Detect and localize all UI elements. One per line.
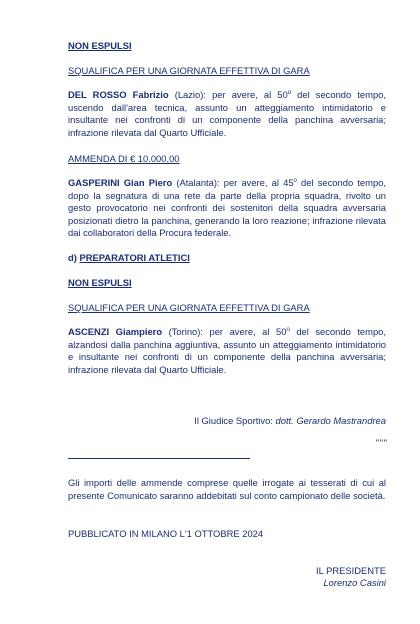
presidente-title: IL PRESIDENTE <box>316 565 386 576</box>
person-name: GASPERINI Gian Piero <box>68 177 173 188</box>
paragraph-text: (Torino): per avere, al 50 <box>162 326 287 337</box>
note-paragraph: Gli importi delle ammende comprese quelle irrogate ai tesserati di cui al presente Comunicato saranno addebitati sul conto campionato delle società. <box>68 477 386 501</box>
heading-ammenda: AMMENDA DI € 10.000,00 <box>68 153 180 164</box>
presidente-name: Lorenzo Casini <box>323 577 386 588</box>
degree-mark: o <box>287 89 292 96</box>
heading-squalifica: SQUALIFICA PER UNA GIORNATA EFFETTIVA DI GARA <box>68 65 310 76</box>
quote-marks: " " " <box>375 437 386 448</box>
section-title: PREPARATORI ATLETICI <box>79 252 190 263</box>
paragraph-ascenzi <box>68 326 386 376</box>
giudice-label: Il Giudice Sportivo: <box>194 415 276 426</box>
paragraph-text: del secondo tempo, alzandosi dalla panchina aggiuntiva, assunto un atteggiamento intimidatorio e insultante nei confronti di un componente della panchina avversaria; infrazione rilevata dal Quarto Ufficiale. <box>68 326 386 375</box>
published-line: PUBBLICATO IN MILANO L'1 OTTOBRE 2024 <box>68 528 264 539</box>
section-prefix: d) <box>68 252 80 263</box>
paragraph-text: (Atalanta): per avere, al 45 <box>172 177 294 188</box>
heading-non-espulsi: NON ESPULSI <box>68 40 132 51</box>
heading-section-d <box>68 252 190 264</box>
heading-squalifica: SQUALIFICA PER UNA GIORNATA EFFETTIVA DI GARA <box>68 302 310 313</box>
giudice-signature <box>194 415 386 427</box>
person-name: ASCENZI Giampiero <box>68 326 163 337</box>
heading-non-espulsi: NON ESPULSI <box>68 277 132 288</box>
paragraph-text: del secondo tempo, uscendo dall'area tecnica, assunto un atteggiamento intimidatorio e insultante nei confronti di un componente della panchina avversaria; infrazione rilevata dal Quarto Ufficiale. <box>68 89 386 138</box>
degree-mark: o <box>286 326 290 333</box>
degree-mark: o <box>293 177 297 184</box>
person-name: DEL ROSSO Fabrizio <box>68 89 169 100</box>
paragraph-text: (Lazio): per avere, al 50 <box>168 89 288 100</box>
divider-line <box>68 458 250 459</box>
paragraph-gasperini <box>68 177 386 240</box>
giudice-name: dott. Gerardo Mastrandrea <box>275 415 386 426</box>
paragraph-text: del secondo tempo, dopo la segnatura di una rete da parte della propria squadra, rivolto un gesto provocatorio nei confronti dei sostenitori della squadra avversaria posizionati dietro la panchina, generando la loro reazione; infrazione rilevata dai collaboratori della Procura federale. <box>68 177 386 239</box>
paragraph-del-rosso <box>68 89 386 139</box>
